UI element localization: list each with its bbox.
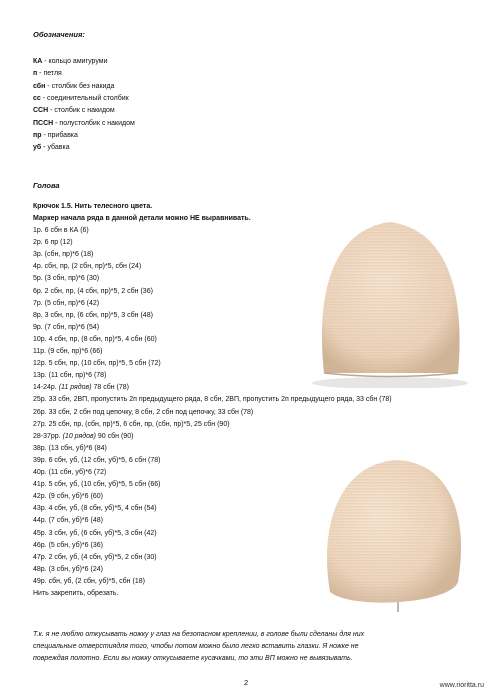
pattern-row: 6р. 2 сбн, пр, (4 сбн, пр)*5, 2 сбн (36) [33, 287, 153, 295]
pattern-row: 43р. 4 сбн, уб, (8 сбн, уб)*5, 4 сбн (54) [33, 505, 157, 513]
legend-abbr: п [33, 70, 38, 78]
legend-desc: - петля [37, 70, 62, 78]
pattern-row: 46р. (5 сбн, уб)*6 (36) [33, 541, 103, 549]
legend-item [33, 69, 62, 78]
legend-desc: - соединительный столбик [40, 94, 129, 102]
legend-desc: - столбик с накидом [48, 107, 115, 115]
pattern-row: 44р. (7 сбн, уб)*6 (48) [33, 517, 103, 525]
row-prefix: 14-24р. [33, 384, 59, 392]
pattern-row: 49р. сбн, уб, (2 сбн, уб)*5, сбн (18) [33, 577, 145, 585]
head-photo-front [310, 208, 470, 388]
legend-desc: - столбик без накида [45, 82, 115, 90]
pattern-row: 40р. (11 сбн, уб)*6 (72) [33, 469, 107, 476]
pattern-row: 48р. (3 сбн, уб)*6 (24) [33, 565, 103, 573]
pattern-row: 7р. (5 сбн, пр)*6 (42) [33, 299, 100, 307]
legend-abbr: пр [33, 131, 42, 139]
legend-item [33, 143, 70, 152]
pattern-row: Нить закрепить, обрезать. [33, 590, 119, 597]
legend-item [33, 106, 115, 115]
pattern-row: 2р. 6 пр (12) [33, 239, 73, 247]
legend-item [33, 94, 129, 103]
legend-item [33, 131, 78, 140]
page-number: 2 [244, 678, 249, 687]
legend-desc: - полустолбик с накидом [53, 119, 135, 127]
legend-item [33, 57, 107, 66]
pattern-row [33, 432, 133, 441]
pattern-row [33, 383, 129, 392]
legend-item [33, 119, 135, 128]
pattern-row: 8р. 3 сбн, пр, (6 сбн, пр)*5, 3 сбн (48) [33, 311, 153, 319]
marker-line: Маркер начала ряда в данной детали можно НЕ выравнивать. [33, 215, 251, 222]
pattern-row: 4р. сбн, пр, (2 сбн, пр)*5, сбн (24) [33, 263, 142, 271]
pattern-row: 42р. (9 сбн, уб)*6 (60) [33, 493, 103, 501]
row-count: (10 рядов) [62, 432, 96, 440]
pattern-row: 5р. (3 сбн, пр)*6 (30) [33, 275, 100, 283]
legend-item [33, 82, 115, 91]
pattern-row: 41р. 5 сбн, уб, (10 сбн, уб)*5, 5 сбн (66) [33, 481, 161, 489]
legend-abbr: сбн [33, 82, 46, 90]
row-suffix: 90 сбн (90) [95, 432, 134, 440]
row-count: (11 рядов) [58, 384, 92, 392]
pattern-row: 1р. 6 сбн в КА (6) [33, 227, 89, 234]
note-line: специальные отверстиядля того, чтобы потом можно было легко вставить глазки. Я ножке не [33, 643, 359, 650]
row-prefix: 28-37рр. [33, 432, 63, 440]
hook-line: Крючок 1.5. Нить телесного цвета. [33, 203, 153, 210]
legend-abbr: ССН [33, 107, 49, 115]
pattern-row: 9р. (7 сбн, пр)*6 (54) [33, 323, 100, 331]
legend-desc: - прибавка [41, 131, 78, 139]
pattern-row: 38р. (13 сбн, уб)*6 (84) [33, 444, 107, 452]
pattern-row: 11р. (9 сбн, пр)*6 (66) [33, 348, 103, 355]
legend-abbr: КА [33, 58, 43, 65]
legend-desc: - убавка [41, 144, 70, 152]
section-title: Голова [33, 181, 60, 190]
legend-title: Обозначения: [33, 30, 85, 39]
legend-abbr: сс [33, 94, 41, 102]
note-line: Т.к. я не люблю откусывать ножку у глаз на безопасном креплении, в голове были сделаны для них [33, 631, 365, 638]
head-photo-side [312, 452, 472, 612]
pattern-row: 10р. 4 сбн, пр, (8 сбн, пр)*5, 4 сбн (60) [33, 335, 157, 343]
watermark: www.rioritta.ru [439, 682, 484, 689]
pattern-row: 25р. 33 сбн, 2ВП, пропустить 2п предыдущего ряда, 8 сбн, 2ВП, пропустить 2п предыдущего ряда, 33 сбн (78) [33, 396, 392, 404]
pattern-row: 3р. (сбн, пр)*6 (18) [33, 251, 94, 259]
pattern-row: 47р. 2 сбн, уб, (4 сбн, уб)*5, 2 сбн (30) [33, 553, 157, 561]
pattern-row: 26р. 33 сбн, 2 сбн под цепочку, 8 сбн, 2 сбн под цепочку, 33 сбн (78) [33, 408, 254, 416]
pattern-row: 12р. 5 сбн, пр, (10 сбн, пр)*5, 5 сбн (72) [33, 360, 161, 368]
legend-abbr: ПССН [33, 119, 54, 127]
pattern-row: 13р. (11 сбн, пр)*6 (78) [33, 372, 107, 380]
pattern-row: 27р. 25 сбн, пр, (сбн, пр)*5, 6 сбн, пр, (сбн, пр)*5, 25 сбн (90) [33, 420, 230, 428]
pattern-row: 39р. 6 сбн, уб, (12 сбн, уб)*5, 6 сбн (78) [33, 456, 161, 464]
row-suffix: 78 сбн (78) [91, 384, 129, 392]
legend-abbr: уб [33, 144, 42, 152]
legend-desc: - кольцо амигуруми [42, 58, 108, 65]
pattern-row: 45р. 3 сбн, уб, (6 сбн, уб)*5, 3 сбн (42) [33, 529, 157, 537]
note-line: повреждая полотно. Если вы ножку откусываете кусачками, то эти ВП можно не вывязывать. [33, 655, 353, 662]
